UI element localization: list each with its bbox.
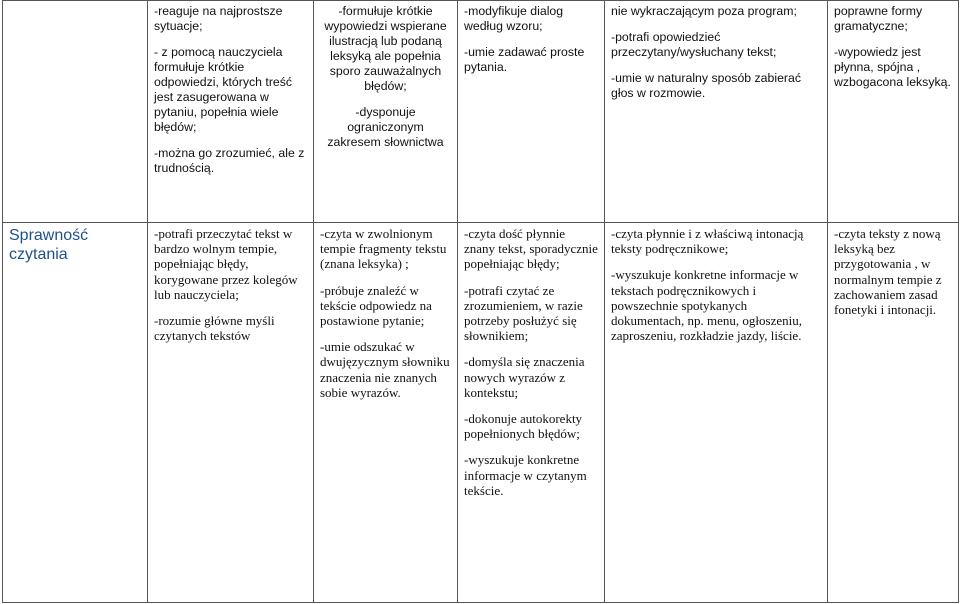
criteria-item: -czyta dość płynnie znany tekst, sporadycznie popełniając błędy;	[464, 226, 598, 272]
criteria-cell	[314, 223, 458, 603]
criteria-item: -czyta w zwolnionym tempie fragmenty tekstu (znana leksyka) ;	[320, 226, 447, 272]
criteria-item: -dokonuje autokorekty popełnionych błędów;	[464, 411, 583, 442]
criteria-item: -umie w naturalny sposób zabierać głos w rozmowie.	[611, 71, 802, 100]
criteria-item: -można go zrozumieć, ale z trudnością.	[154, 146, 305, 175]
row-label-cell	[3, 1, 148, 223]
criteria-cell	[458, 223, 605, 603]
table-row-reading	[3, 223, 959, 603]
criteria-item: -próbuje znaleźć w tekście odpowiedz na postawione pytanie;	[320, 282, 432, 329]
criteria-item: -potrafi opowiedzieć przeczytany/wysłuchany tekst;	[611, 30, 777, 59]
criteria-item: -wypowiedz jest płynna, spójna , wzbogacona leksyką.	[834, 45, 951, 89]
criteria-item: -potrafi czytać ze zrozumieniem, w razie potrzeby posłużyć się słownikiem;	[464, 282, 583, 344]
criteria-item: -czyta płynnie i z właściwą intonacją teksty podręcznikowe;	[611, 226, 804, 257]
row-label: Sprawność czytania	[9, 227, 89, 263]
row-label-cell	[3, 223, 148, 603]
criteria-item: -wyszukuje konkretne informacje w czytanym tekście.	[464, 452, 587, 498]
criteria-cell	[314, 1, 458, 223]
criteria-cell	[828, 1, 959, 223]
criteria-cell	[148, 1, 314, 223]
criteria-cell	[828, 223, 959, 603]
criteria-item: -czyta teksty z nową leksyką bez przygotowania , w normalnym tempie z zachowaniem zasad fonetyki i intonacji.	[834, 226, 942, 318]
criteria-item: -domyśla się znaczenia nowych wyrazów z kontekstu;	[464, 354, 585, 400]
criteria-item: poprawne formy gramatyczne;	[834, 4, 923, 33]
criteria-item: -potrafi przeczytać tekst w bardzo wolnym tempie, popełniając błędy, korygowane przez kolegów lub nauczyciela;	[154, 226, 298, 302]
criteria-cell	[605, 223, 828, 603]
criteria-cell	[458, 1, 605, 223]
criteria-item: -umie odszukać w dwujęzycznym słowniku znaczenia nie znanych sobie wyrazów.	[320, 339, 450, 400]
criteria-item: -wyszukuje konkretne informacje w tekstach podręcznikowych i powszechnie spotykanych dokumentach, np. menu, ogłoszeniu, zaproszeniu, rozkładzie jazdy, liście.	[611, 267, 802, 344]
criteria-item: -rozumie główne myśli czytanych tekstów	[154, 313, 275, 344]
criteria-cell	[605, 1, 828, 223]
assessment-criteria-table	[2, 0, 959, 603]
criteria-item: -reaguje na najprostsze sytuacje;	[154, 4, 283, 33]
criteria-item: nie wykraczającym poza program;	[611, 4, 797, 18]
criteria-item: -dysponuje ograniczonym zakresem słownictwa	[327, 105, 444, 149]
criteria-item: -modyfikuje dialog według wzoru;	[464, 4, 564, 33]
criteria-cell	[148, 223, 314, 603]
table-row-speaking	[3, 1, 959, 223]
criteria-item: -umie zadawać proste pytania.	[464, 45, 585, 74]
criteria-item: -formułuje krótkie wypowiedzi wspierane ilustracją lub podaną leksyką ale popełnia sporo zauważalnych błędów;	[324, 4, 447, 93]
criteria-item: - z pomocą nauczyciela formułuje krótkie odpowiedzi, których treść jest zasugerowana w pytaniu, popełnia wiele błędów;	[154, 45, 293, 134]
